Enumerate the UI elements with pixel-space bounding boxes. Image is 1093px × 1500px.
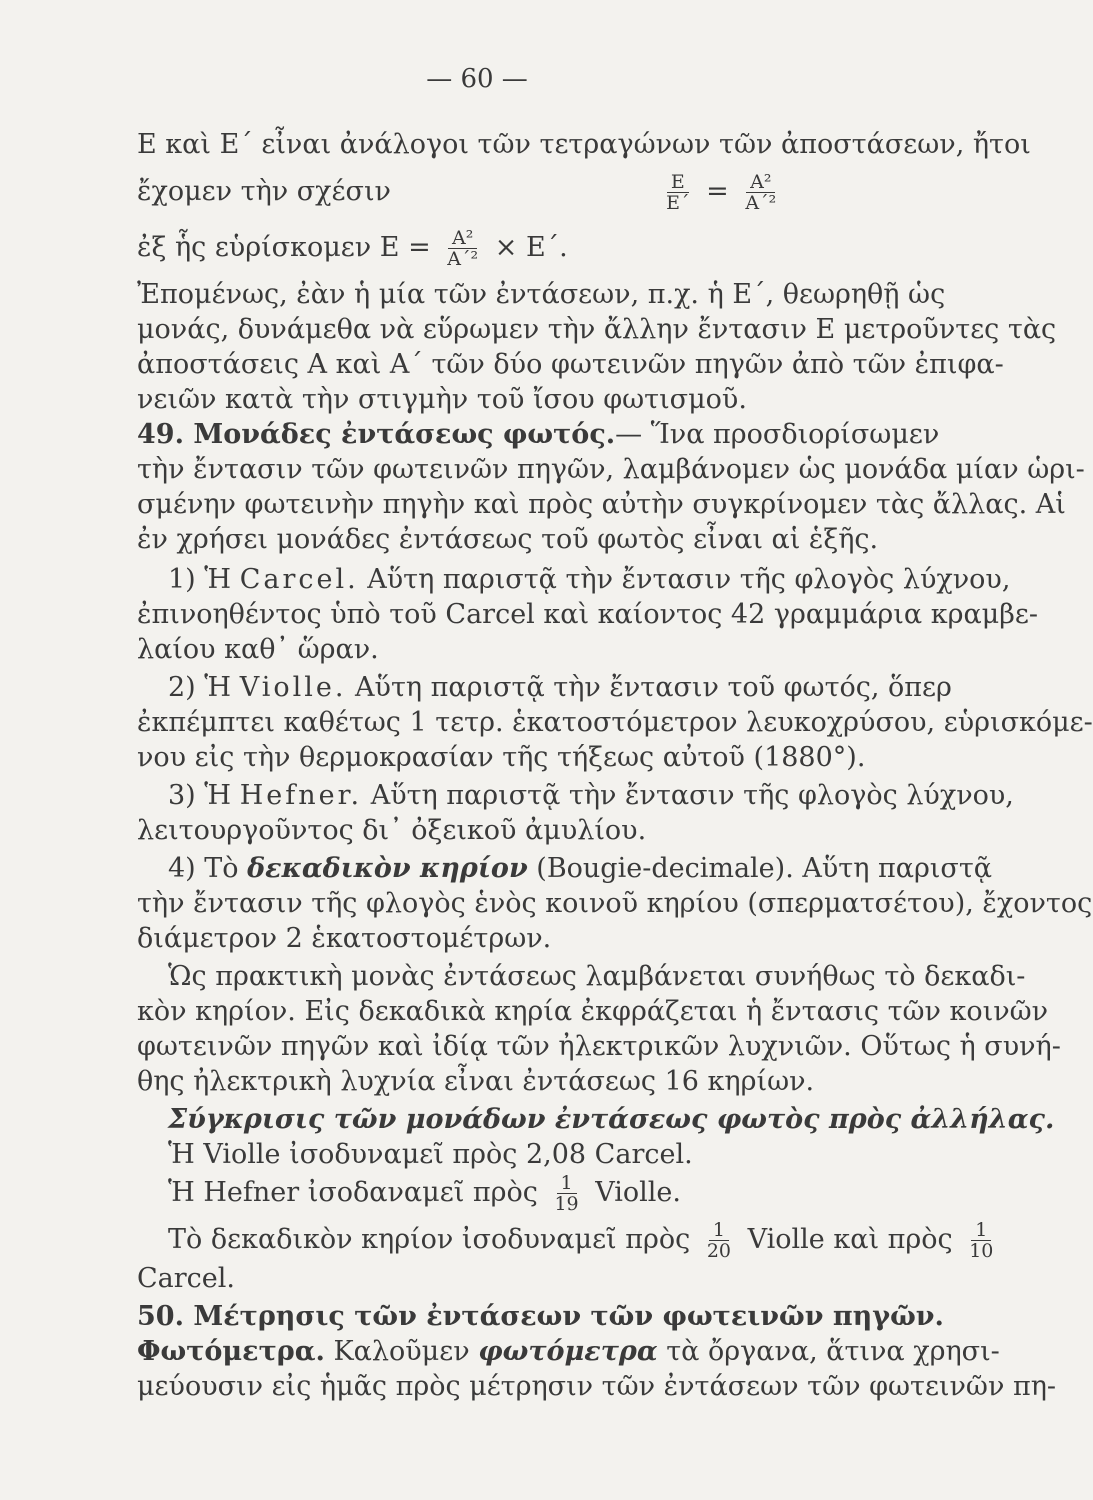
text-span: Αὕτη παριστᾷ τὴν ἔντασιν τῆς φλογὸς λύχνου, (367, 564, 1011, 595)
section-heading: 50. Μέτρησις τῶν ἐντάσεων τῶν φωτεινῶν πηγῶν. (137, 1301, 944, 1332)
section-heading-line (137, 418, 940, 452)
fraction-numerator: Α² (448, 228, 477, 249)
spaced-term: Violle. (239, 672, 347, 703)
fraction-numerator: Ε (667, 172, 689, 193)
fraction-denominator: Ε΄ (666, 192, 690, 214)
text-span: 2) Ἡ (168, 672, 232, 703)
emphasis-term: δεκαδικὸν κηρίον (247, 853, 528, 884)
text-line: Ε καὶ Ε΄ εἶναι ἀνάλογοι τῶν τετραγώνων τῶν ἀποστάσεων, ἤτοι (137, 129, 1031, 160)
equation-line (137, 172, 932, 213)
text-span: ἐξ ἧς εὑρίσκομεν Ε = (137, 232, 431, 263)
subheading: Σύγκρισις τῶν μονάδων ἐντάσεως φωτὸς πρὸς ἀλλήλας. (168, 1104, 1055, 1135)
text-span: Violle καὶ πρὸς (747, 1224, 953, 1255)
page-number: — 60 — (426, 64, 528, 94)
text-line (137, 1335, 1000, 1369)
fraction-denominator: 19 (554, 1193, 579, 1215)
text-line: Ἐπομένως, ἐὰν ἡ μία τῶν ἐντάσεων, π.χ. ἡ Ε΄, θεωρηθῇ ὡς (137, 279, 946, 310)
text-span: Ἡ Hefner ἰσοδαναμεῖ πρὸς (168, 1177, 538, 1208)
text-line: λαίου καθ᾿ ὥραν. (137, 634, 379, 665)
text-span: 4) Τὸ (168, 853, 239, 884)
text-line: κὸν κηρίον. Εἰς δεκαδικὰ κηρία ἐκφράζεται ἡ ἔντασις τῶν κοινῶν (137, 996, 1049, 1027)
fraction-denominator: 10 (969, 1240, 994, 1262)
text-line: Ὡς πρακτικὴ μονὰς ἐντάσεως λαμβάνεται συνήθως τὸ δεκαδι- (168, 961, 1026, 992)
equals-sign: = (706, 176, 729, 207)
fraction-numerator: 1 (709, 1220, 729, 1241)
fraction-denominator: Α΄² (447, 248, 479, 270)
equation-line (168, 1173, 932, 1214)
fraction-denominator: 20 (706, 1240, 731, 1262)
text-line: ἐν χρήσει μονάδες ἐντάσεως τοῦ φωτὸς εἶναι αἱ ἑξῆς. (137, 524, 879, 555)
list-item (168, 779, 1014, 813)
fraction (965, 1220, 997, 1261)
fraction (741, 172, 780, 213)
run-in-heading: Φωτόμετρα. (137, 1336, 325, 1367)
text-line: λειτουργοῦντος δι᾿ ὀξεικοῦ ἀμυλίου. (137, 815, 647, 846)
text-span: Αὕτη παριστᾷ τὴν ἔντασιν τοῦ φωτός, ὅπερ (355, 672, 952, 703)
text-line: τὴν ἔντασιν τῶν φωτεινῶν πηγῶν, λαμβάνομεν ὡς μονάδα μίαν ὡρι- (137, 454, 1085, 485)
text-span: Καλοῦμεν (333, 1336, 470, 1367)
text-span: 1) Ἡ (168, 564, 232, 595)
text-line: Carcel. (137, 1263, 235, 1294)
text-line: ἐπινοηθέντος ὑπὸ τοῦ Carcel καὶ καίοντος 42 γραμμάρια κραμβε- (137, 599, 1038, 630)
fraction-numerator: Α² (746, 172, 775, 193)
spaced-term: Carcel. (239, 564, 359, 595)
equation-line (168, 1219, 994, 1262)
fraction (662, 172, 693, 213)
list-item (168, 852, 992, 886)
text-line: ἐκπέμπτει καθέτως 1 τετρ. ἑκατοστόμετρον λευκοχρύσου, εὑρισκόμε- (137, 707, 1093, 738)
spaced-term: Hefner. (239, 780, 363, 811)
text-line: Ἡ Violle ἰσοδυναμεῖ πρὸς 2,08 Carcel. (168, 1139, 693, 1170)
text-line: τὴν ἔντασιν τῆς φλογὸς ἑνὸς κοινοῦ κηρίου (σπερματσέτου), ἔχοντος (137, 888, 1093, 919)
list-item (168, 671, 952, 705)
text-span: Violle. (595, 1177, 681, 1208)
text-line: διάμετρον 2 ἑκατοστομέτρων. (137, 923, 552, 954)
emphasis-term: φωτόμετρα (478, 1336, 658, 1367)
list-item (168, 563, 1011, 597)
text-line: θης ἠλεκτρικὴ λυχνία εἶναι ἐντάσεως 16 κηρίων. (137, 1066, 815, 1097)
text-span: Τὸ δεκαδικὸν κηρίον ἰσοδυναμεῖ πρὸς (168, 1224, 691, 1255)
text-line: μονάς, δυνάμεθα νὰ εὕρωμεν τὴν ἄλλην ἔντασιν Ε μετροῦντες τὰς (137, 314, 1057, 345)
text-line: νου εἰς τὴν θερμοκρασίαν τῆς τήξεως αὐτοῦ (1880°). (137, 742, 866, 773)
text-span: — Ἵνα προσδιορίσωμεν (615, 419, 940, 450)
fraction-numerator: 1 (971, 1220, 991, 1241)
section-heading: 49. Μονάδες ἐντάσεως φωτός. (137, 419, 616, 450)
text-span: (Bougie-decimale). Αὕτη παριστᾷ (536, 853, 992, 884)
text-span: 3) Ἡ (168, 780, 232, 811)
text-span: τὰ ὄργανα, ἅτινα χρησι- (666, 1336, 1000, 1367)
fraction-numerator: 1 (557, 1173, 577, 1194)
text-span: Αὕτη παριστᾷ τὴν ἔντασιν τῆς φλογὸς λύχνου, (370, 780, 1014, 811)
text-span: ἔχομεν τὴν σχέσιν (137, 176, 391, 207)
fraction (550, 1173, 582, 1214)
text-line: φωτεινῶν πηγῶν καὶ ἰδίᾳ τῶν ἠλεκτρικῶν λυχνιῶν. Οὕτως ἡ συνή- (137, 1031, 1061, 1062)
text-line: ἀποστάσεις Α καὶ Α΄ τῶν δύο φωτεινῶν πηγῶν ἀπὸ τῶν ἐπιφα- (137, 349, 1004, 380)
text-span: × Ε΄. (494, 232, 568, 263)
equation-line (137, 228, 932, 269)
fraction (443, 228, 482, 269)
text-line: μεύουσιν εἰς ἡμᾶς πρὸς μέτρησιν τῶν ἐντάσεων τῶν φωτεινῶν πη- (137, 1371, 1056, 1402)
fraction (703, 1220, 735, 1261)
text-line: σμένην φωτεινὴν πηγὴν καὶ πρὸς αὐτὴν συγκρίνομεν τὰς ἄλλας. Αἱ (137, 489, 1066, 520)
fraction-denominator: Α΄² (745, 192, 777, 214)
text-line: νειῶν κατὰ τὴν στιγμὴν τοῦ ἴσου φωτισμοῦ. (137, 384, 747, 415)
